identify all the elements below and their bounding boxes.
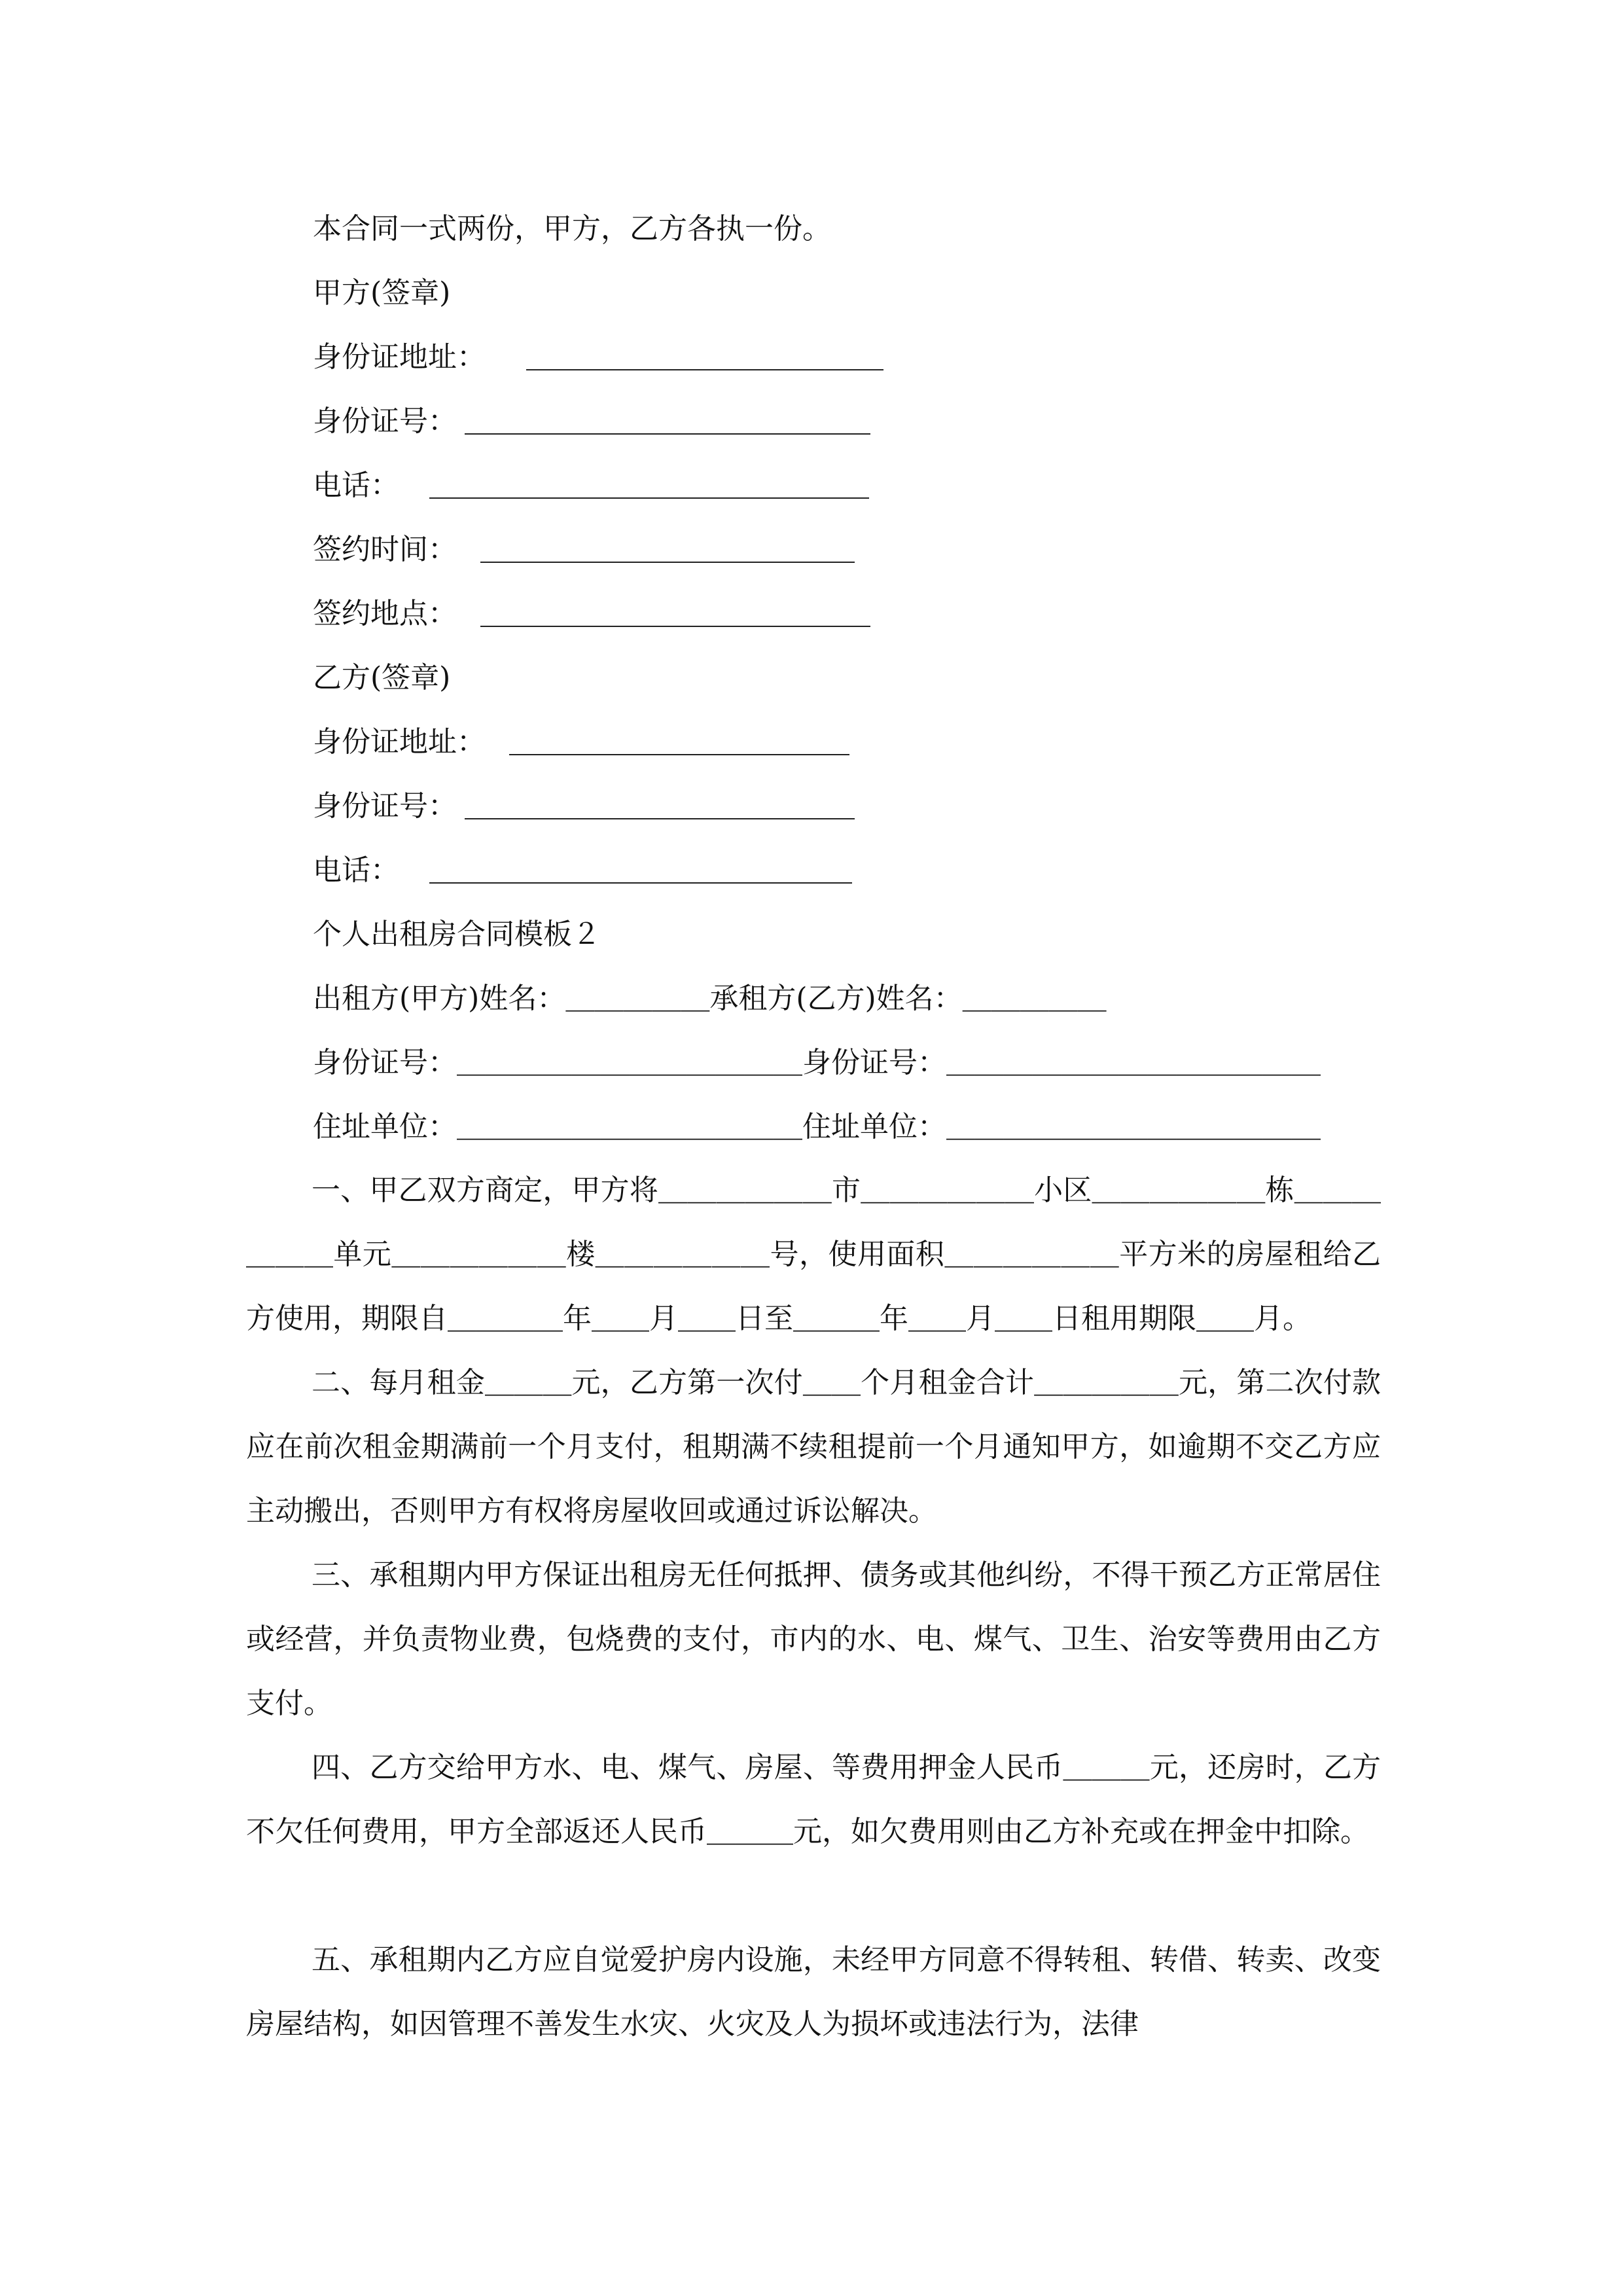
party-a-id-number-blank[interactable] bbox=[465, 403, 870, 435]
party-b-id-number-blank[interactable] bbox=[465, 788, 855, 819]
clause-3: 三、承租期内甲方保证出租房无任何抵押、债务或其他纠纷，不得干预乙方正常居住或经营，并负责物业费，包烧费的支付，市内的水、电、煤气、卫生、治安等费用由乙方支付。 bbox=[246, 1558, 1381, 1720]
clause-4: 四、乙方交给甲方水、电、煤气、房屋、等费用押金人民币＿＿＿元，还房时，乙方不欠任何费用，甲方全部返还人民币＿＿＿元，如欠费用则由乙方补充或在押金中扣除。 bbox=[246, 1751, 1381, 1848]
party-a-sign-place-blank[interactable] bbox=[480, 596, 870, 627]
template-2-id-line: 身份证号：＿＿＿＿＿＿＿＿＿＿＿＿身份证号：＿＿＿＿＿＿＿＿＿＿＿＿＿ bbox=[313, 1046, 1321, 1079]
party-b-phone-blank[interactable] bbox=[429, 852, 852, 884]
party-a-sign-time-row bbox=[313, 530, 855, 569]
party-a-phone-row bbox=[313, 466, 869, 505]
template-2-names-line: 出租方(甲方)姓名：＿＿＿＿＿承租方(乙方)姓名：＿＿＿＿＿ bbox=[313, 982, 1107, 1015]
party-b-id-number-label: 身份证号： bbox=[313, 789, 457, 823]
party-a-sign-place-label: 签约地点： bbox=[313, 597, 457, 630]
clause-5: 五、承租期内乙方应自觉爱护房内设施，未经甲方同意不得转租、转借、转卖、改变房屋结构，如因管理不善发生水灾、火灾及人为损坏或违法行为，法律 bbox=[246, 1943, 1381, 2041]
party-b-id-address-row bbox=[313, 723, 849, 762]
clause-1: 一、甲乙双方商定，甲方将＿＿＿＿＿＿市＿＿＿＿＿＿小区＿＿＿＿＿＿栋＿＿＿＿＿＿单元＿＿＿＿＿＿楼＿＿＿＿＿＿号，使用面积＿＿＿＿＿＿平方米的房屋租给乙方使用，期限自＿＿＿＿年＿＿月＿＿日至＿＿＿年＿＿月＿＿日租用期限＿＿月。 bbox=[246, 1174, 1381, 1335]
party-a-phone-blank[interactable] bbox=[429, 467, 869, 499]
party-b-phone-label: 电话： bbox=[313, 853, 399, 887]
party-b-id-address-blank[interactable] bbox=[509, 724, 849, 755]
party-b-phone-row bbox=[313, 851, 852, 890]
party-b-id-address-label: 身份证地址： bbox=[313, 725, 486, 759]
party-a-id-number-label: 身份证号： bbox=[313, 404, 457, 438]
party-b-id-number-row bbox=[313, 787, 855, 826]
party-a-phone-label: 电话： bbox=[313, 469, 399, 502]
party-b-heading: 乙方(签章) bbox=[313, 661, 451, 694]
template-2-address-line: 住址单位：＿＿＿＿＿＿＿＿＿＿＿＿住址单位：＿＿＿＿＿＿＿＿＿＿＿＿＿ bbox=[313, 1110, 1321, 1143]
party-a-sign-time-blank[interactable] bbox=[480, 531, 855, 563]
signature-intro: 本合同一式两份，甲方，乙方各执一份。 bbox=[313, 212, 831, 245]
party-a-sign-time-label: 签约时间： bbox=[313, 533, 457, 566]
party-a-heading: 甲方(签章) bbox=[313, 276, 451, 310]
party-a-sign-place-row bbox=[313, 594, 870, 634]
party-a-id-address-blank[interactable] bbox=[526, 339, 883, 370]
party-a-id-number-row bbox=[313, 402, 870, 441]
template-2-title: 个人出租房合同模板２ bbox=[313, 918, 601, 951]
party-a-id-address-row bbox=[313, 338, 883, 377]
party-a-id-address-label: 身份证地址： bbox=[313, 340, 486, 374]
clause-2: 二、每月租金＿＿＿元，乙方第一次付＿＿个月租金合计＿＿＿＿＿元，第二次付款应在前次租金期满前一个月支付，租期满不续租提前一个月通知甲方，如逾期不交乙方应主动搬出，否则甲方有权将房屋收回或通过诉讼解决。 bbox=[246, 1366, 1381, 1528]
